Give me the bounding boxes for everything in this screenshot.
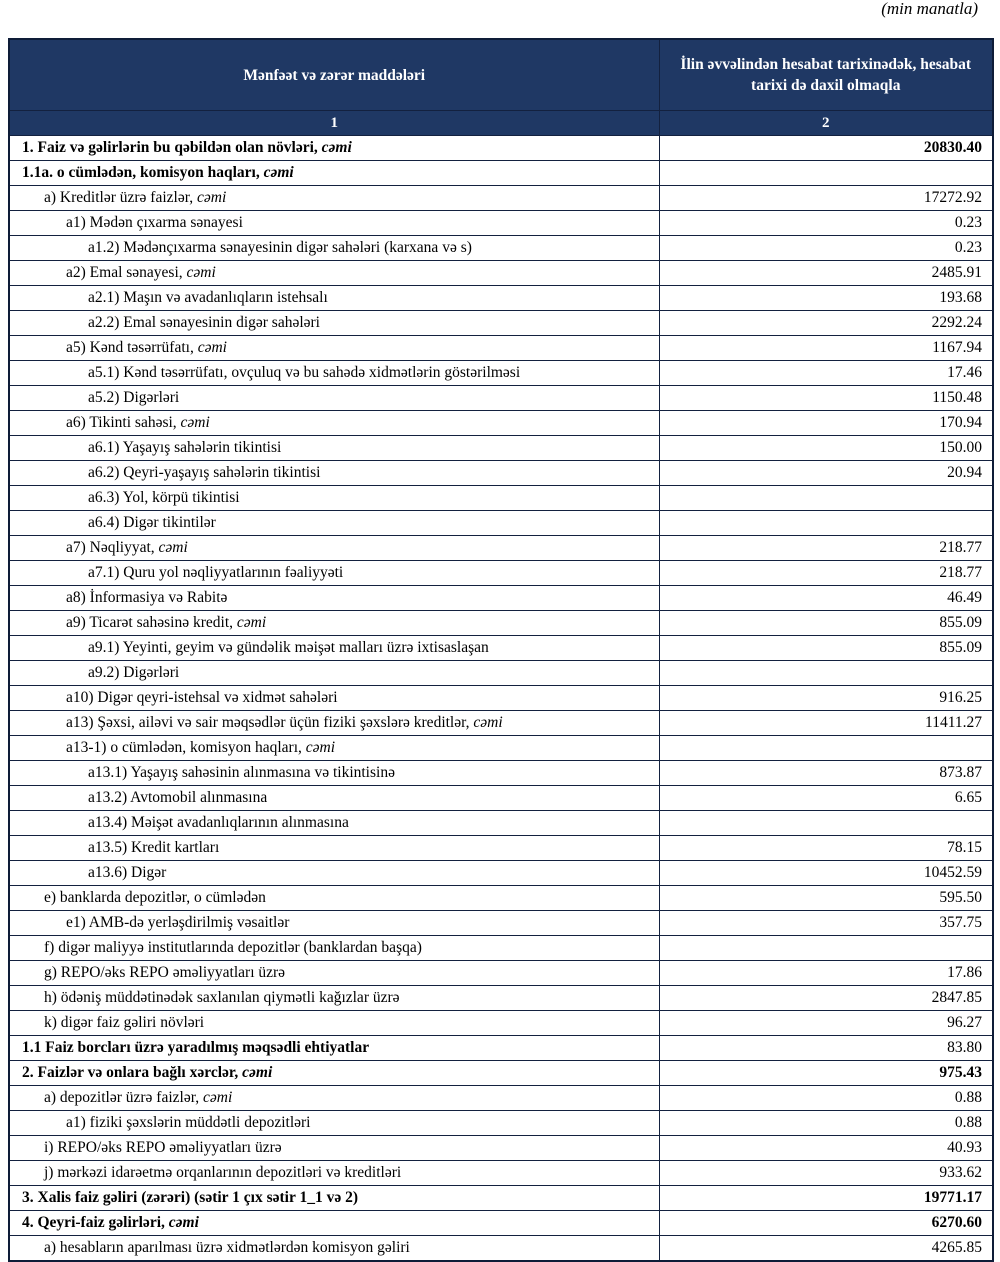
row-label-text: a5) Kənd təsərrüfatı,	[66, 339, 198, 356]
row-label	[9, 411, 659, 436]
row-label	[9, 1011, 659, 1036]
table-row	[9, 961, 993, 986]
row-label	[9, 186, 659, 211]
row-label	[9, 1161, 659, 1186]
row-value: 1150.48	[659, 386, 993, 411]
row-value: 6.65	[659, 786, 993, 811]
table-row	[9, 761, 993, 786]
table-row	[9, 1161, 993, 1186]
col-number-1: 1	[9, 111, 659, 136]
row-label	[9, 1211, 659, 1236]
row-label-text: a6.4) Digər tikintilər	[88, 514, 216, 531]
row-value: 11411.27	[659, 711, 993, 736]
table-row	[9, 1236, 993, 1262]
table-row	[9, 811, 993, 836]
row-label-text: a1.2) Mədənçıxarma sənayesinin digər sahələri (karxana və s)	[88, 239, 472, 256]
row-label-text: 1.1 Faiz borcları üzrə yaradılmış məqsədli ehtiyatlar	[22, 1039, 370, 1056]
table-row	[9, 1211, 993, 1236]
table-row	[9, 1136, 993, 1161]
row-label	[9, 536, 659, 561]
row-label-text: f) digər maliyyə institutlarında depozitlər (banklardan başqa)	[44, 939, 422, 956]
row-label-text: 1.1a. o cümlədən, komisyon haqları,	[22, 164, 264, 181]
row-label-text: 3. Xalis faiz gəliri (zərəri) (sətir 1 çıx sətir 1_1 və 2)	[22, 1189, 358, 1206]
row-value: 1167.94	[659, 336, 993, 361]
row-value: 4265.85	[659, 1236, 993, 1262]
table-row	[9, 561, 993, 586]
row-value: 595.50	[659, 886, 993, 911]
row-label-text: e) banklarda depozitlər, o cümlədən	[44, 889, 266, 906]
row-value: 218.77	[659, 536, 993, 561]
row-value: 218.77	[659, 561, 993, 586]
row-label	[9, 561, 659, 586]
row-label-text: a9.2) Digərləri	[88, 664, 180, 681]
column-number-row	[9, 111, 993, 136]
row-value: 855.09	[659, 636, 993, 661]
table-row	[9, 386, 993, 411]
table-row	[9, 886, 993, 911]
row-value: 10452.59	[659, 861, 993, 886]
row-label-text: a13) Şəxsi, ailəvi və sair məqsədlər üçün fiziki şəxslərə kreditlər,	[66, 714, 474, 731]
row-value	[659, 161, 993, 186]
row-label	[9, 236, 659, 261]
row-label-text: a1) fiziki şəxslərin müddətli depozitləri	[66, 1114, 311, 1131]
table-row	[9, 211, 993, 236]
row-label-text: a) depozitlər üzrə faizlər,	[44, 1089, 204, 1106]
table-row	[9, 736, 993, 761]
table-row	[9, 236, 993, 261]
row-label-text: a13.6) Digər	[88, 864, 167, 881]
row-label-text: a) hesabların aparılması üzrə xidmətlərdən komisyon gəliri	[44, 1239, 410, 1256]
row-label	[9, 786, 659, 811]
row-label	[9, 636, 659, 661]
table-row	[9, 361, 993, 386]
row-value: 916.25	[659, 686, 993, 711]
table-row	[9, 1086, 993, 1111]
row-value	[659, 486, 993, 511]
row-label	[9, 986, 659, 1011]
row-label	[9, 761, 659, 786]
row-label-text: a7) Nəqliyyat,	[66, 539, 159, 556]
table-row	[9, 986, 993, 1011]
table-row	[9, 936, 993, 961]
row-label-text: h) ödəniş müddətinədək saxlanılan qiymətli kağızlar üzrə	[44, 989, 400, 1006]
row-value: 933.62	[659, 1161, 993, 1186]
row-value: 96.27	[659, 1011, 993, 1036]
row-label-text: a) Kreditlər üzrə faizlər,	[44, 189, 197, 206]
row-label	[9, 386, 659, 411]
row-label	[9, 1061, 659, 1086]
table-row	[9, 1186, 993, 1211]
row-label	[9, 486, 659, 511]
row-label	[9, 586, 659, 611]
table-row	[9, 286, 993, 311]
row-value: 855.09	[659, 611, 993, 636]
row-label	[9, 811, 659, 836]
row-label	[9, 911, 659, 936]
table-body	[9, 136, 993, 1262]
row-label-text: a13.4) Məişət avadanlıqlarının alınmasına	[88, 814, 349, 831]
table-row	[9, 411, 993, 436]
row-label-text: 2. Faizlər və onlara bağlı xərclər,	[22, 1064, 243, 1081]
table-row	[9, 661, 993, 686]
row-label-text: a9.1) Yeyinti, geyim və gündəlik məişət malları üzrə ixtisaslaşan	[88, 639, 489, 656]
row-value: 0.88	[659, 1086, 993, 1111]
table-row	[9, 861, 993, 886]
units-note: (min manatla)	[881, 0, 978, 18]
row-value	[659, 811, 993, 836]
row-value	[659, 936, 993, 961]
row-label	[9, 261, 659, 286]
table-row	[9, 911, 993, 936]
row-value: 170.94	[659, 411, 993, 436]
row-label-italic-suffix: cəmi	[321, 139, 352, 156]
row-label-italic-suffix: cəmi	[242, 1064, 273, 1081]
row-label-text: a13.5) Kredit kartları	[88, 839, 220, 856]
row-label	[9, 861, 659, 886]
row-value: 20830.40	[659, 136, 993, 161]
row-label-text: a6.1) Yaşayış sahələrin tikintisi	[88, 439, 282, 456]
row-label	[9, 661, 659, 686]
row-value: 150.00	[659, 436, 993, 461]
table-row	[9, 436, 993, 461]
table-row	[9, 261, 993, 286]
row-label-text: a1) Mədən çıxarma sənayesi	[66, 214, 243, 231]
row-label-italic-suffix: cəmi	[203, 1089, 233, 1106]
table-row	[9, 311, 993, 336]
row-label	[9, 311, 659, 336]
row-value: 2847.85	[659, 986, 993, 1011]
row-label-text: a8) İnformasiya və Rabitə	[66, 589, 228, 606]
row-label-italic-suffix: cəmi	[197, 339, 227, 356]
row-label	[9, 886, 659, 911]
table-row	[9, 136, 993, 161]
row-label-text: e1) AMB-də yerləşdirilmiş vəsaitlər	[66, 914, 290, 931]
row-label-text: a6.3) Yol, körpü tikintisi	[88, 489, 240, 506]
row-value: 78.15	[659, 836, 993, 861]
row-label-text: i) REPO/əks REPO əməliyyatları üzrə	[44, 1139, 282, 1156]
row-value	[659, 736, 993, 761]
row-label-text: a2.2) Emal sənayesinin digər sahələri	[88, 314, 320, 331]
row-label	[9, 361, 659, 386]
row-label-text: a5.1) Kənd təsərrüfatı, ovçuluq və bu sahədə xidmətlərin göstərilməsi	[88, 364, 521, 381]
row-label-text: a2.1) Maşın və avadanlıqların istehsalı	[88, 289, 328, 306]
table-row	[9, 586, 993, 611]
table-row	[9, 186, 993, 211]
row-label-italic-suffix: cəmi	[305, 739, 336, 756]
col-header-items: Mənfəət və zərər maddələri	[9, 39, 659, 111]
col-header-period: İlin əvvəlindən hesabat tarixinədək, hesabat tarixi də daxil olmaqla	[659, 39, 993, 111]
row-label-text: a13-1) o cümlədən, komisyon haqları,	[66, 739, 306, 756]
table-row	[9, 536, 993, 561]
row-label	[9, 1186, 659, 1211]
row-value: 975.43	[659, 1061, 993, 1086]
row-label	[9, 736, 659, 761]
row-label-text: a13.2) Avtomobil alınmasına	[88, 789, 268, 806]
table-row	[9, 161, 993, 186]
table-row	[9, 611, 993, 636]
row-label	[9, 936, 659, 961]
table-row	[9, 1111, 993, 1136]
row-label-text: a2) Emal sənayesi,	[66, 264, 187, 281]
row-label	[9, 161, 659, 186]
row-value: 873.87	[659, 761, 993, 786]
table-row	[9, 1061, 993, 1086]
profit-loss-table	[8, 38, 994, 1262]
table-header-row	[9, 39, 993, 111]
row-value	[659, 511, 993, 536]
row-label	[9, 711, 659, 736]
table-row	[9, 336, 993, 361]
row-label	[9, 961, 659, 986]
row-value: 17.86	[659, 961, 993, 986]
row-label-italic-suffix: cəmi	[473, 714, 503, 731]
row-label	[9, 686, 659, 711]
row-label-text: j) mərkəzi idarəetmə orqanlarının depozitləri və kreditləri	[44, 1164, 402, 1181]
row-label-italic-suffix: cəmi	[180, 414, 210, 431]
table-row	[9, 711, 993, 736]
row-value: 40.93	[659, 1136, 993, 1161]
table-row	[9, 511, 993, 536]
row-label-italic-suffix: cəmi	[158, 539, 188, 556]
row-value: 2485.91	[659, 261, 993, 286]
row-label-text: a10) Digər qeyri-istehsal və xidmət sahələri	[66, 689, 338, 706]
row-label	[9, 336, 659, 361]
row-value: 6270.60	[659, 1211, 993, 1236]
row-label-text: a9) Ticarət sahəsinə kredit,	[66, 614, 237, 631]
row-value: 0.88	[659, 1111, 993, 1136]
row-value: 17.46	[659, 361, 993, 386]
table-row	[9, 486, 993, 511]
row-value: 0.23	[659, 236, 993, 261]
table-row	[9, 1011, 993, 1036]
row-label-text: 1. Faiz və gəlirlərin bu qəbildən olan növləri,	[22, 139, 322, 156]
row-value: 46.49	[659, 586, 993, 611]
row-label	[9, 1236, 659, 1262]
row-label-italic-suffix: cəmi	[263, 164, 294, 181]
row-value: 20.94	[659, 461, 993, 486]
row-label-text: a13.1) Yaşayış sahəsinin alınmasına və tikintisinə	[88, 764, 395, 781]
row-label-italic-suffix: cəmi	[197, 189, 227, 206]
col-number-2: 2	[659, 111, 993, 136]
row-label-text: a7.1) Quru yol nəqliyyatlarının fəaliyyəti	[88, 564, 344, 581]
row-label-text: a6) Tikinti sahəsi,	[66, 414, 181, 431]
row-label-italic-suffix: cəmi	[168, 1214, 199, 1231]
table-row	[9, 686, 993, 711]
row-label	[9, 511, 659, 536]
table-head	[9, 39, 993, 136]
row-label	[9, 461, 659, 486]
row-label	[9, 1111, 659, 1136]
row-value: 19771.17	[659, 1186, 993, 1211]
row-label	[9, 611, 659, 636]
row-label	[9, 436, 659, 461]
row-label-text: a5.2) Digərləri	[88, 389, 180, 406]
row-value: 193.68	[659, 286, 993, 311]
row-label-text: k) digər faiz gəliri növləri	[44, 1014, 205, 1031]
row-value: 17272.92	[659, 186, 993, 211]
row-value	[659, 661, 993, 686]
table-row	[9, 836, 993, 861]
table-row	[9, 1036, 993, 1061]
table-row	[9, 461, 993, 486]
row-value: 0.23	[659, 211, 993, 236]
row-label-text: a6.2) Qeyri-yaşayış sahələrin tikintisi	[88, 464, 321, 481]
row-label	[9, 286, 659, 311]
row-label-text: 4. Qeyri-faiz gəlirləri,	[22, 1214, 169, 1231]
row-label	[9, 1136, 659, 1161]
table-row	[9, 636, 993, 661]
row-label-text: g) REPO/əks REPO əməliyyatları üzrə	[44, 964, 286, 981]
row-label	[9, 836, 659, 861]
row-value: 357.75	[659, 911, 993, 936]
row-value: 2292.24	[659, 311, 993, 336]
row-value: 83.80	[659, 1036, 993, 1061]
row-label-italic-suffix: cəmi	[236, 614, 267, 631]
row-label	[9, 136, 659, 161]
row-label	[9, 1086, 659, 1111]
row-label-italic-suffix: cəmi	[186, 264, 216, 281]
row-label	[9, 1036, 659, 1061]
table-row	[9, 786, 993, 811]
row-label	[9, 211, 659, 236]
